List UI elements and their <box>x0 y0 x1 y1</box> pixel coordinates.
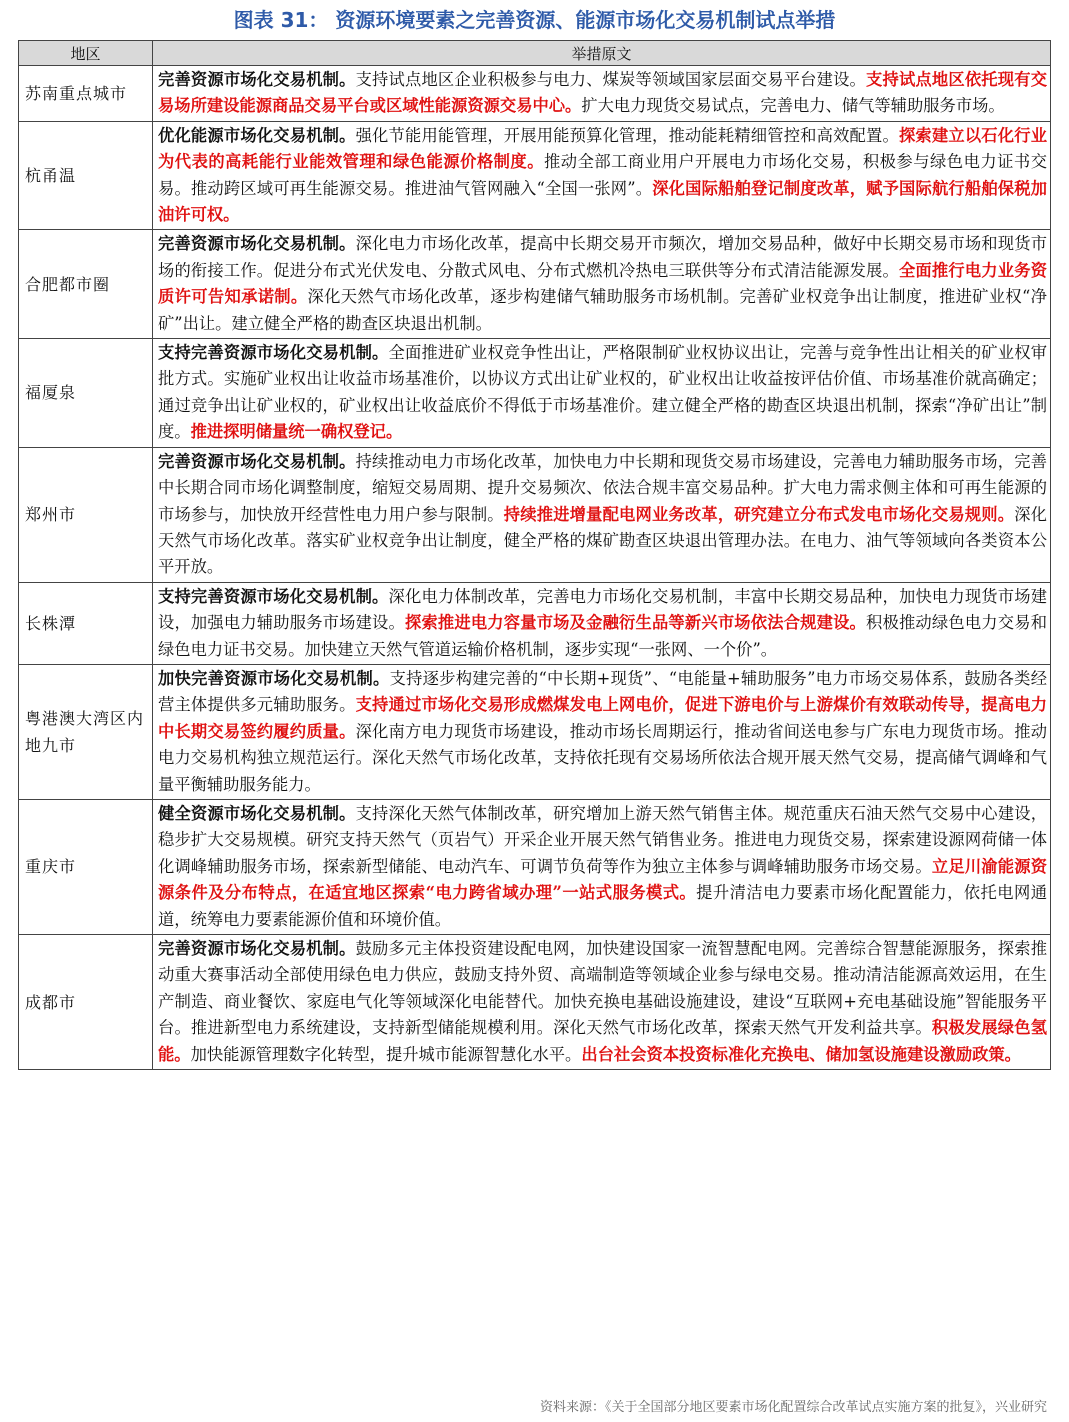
figure-title: 图表 31： 资源环境要素之完善资源、能源市场化交易机制试点举措 <box>233 8 836 32</box>
measures-cell <box>153 447 1051 582</box>
region-cell: 郑州市 <box>19 447 153 582</box>
measure-text: 提升清洁电力要素市场化配置能力，依托电网通道，统筹电力要素能源价值和环境价值。 <box>158 883 1047 929</box>
highlighted-measure-text: 推进探明储量统一确权登记。 <box>190 422 403 442</box>
measures-cell <box>153 230 1051 339</box>
measure-text: 深化天然气市场化改革。落实矿业权竞争出让制度，健全严格的煤矿勘查区块退出管理办法。在电力、油气等领域向各类资本公平开放。 <box>158 504 1047 577</box>
source-note: 资料来源：《关于全国部分地区要素市场化配置综合改革试点实施方案的批复》，兴业研究 <box>539 1400 1047 1415</box>
highlighted-measure-text: 探索推进电力容量市场及金融衍生品等新兴市场依法合规建设。 <box>404 613 867 633</box>
table-row <box>19 121 1051 230</box>
region-cell: 苏南重点城市 <box>19 66 153 122</box>
measure-text: 支持试点地区企业积极参与电力、煤炭等领域国家层面交易平台建设。 <box>355 70 867 89</box>
table-row <box>19 230 1051 339</box>
highlighted-measure-text: 探索建立以石化行业为代表的高耗能行业能效管理和绿色能源价格制度。 <box>158 125 1047 172</box>
measure-text: 鼓励多元主体投资建设配电网，加快建设国家一流智慧配电网。完善综合智慧能源服务，探索推动重大赛事活动全部使用绿色电力供应，鼓励支持外贸、高端制造等领域企业参与绿电交易。推动清洁能源高效运用，在生产制造、商业餐饮、家庭电气化等领域深化电能替代。加快充换电基础设施建设，建设“互联网+充电基础设施”智能服务平台。推进新型电力系统建设，支持新型储能规模利用。深化天然气市场化改革，探索天然气开发利益共享。 <box>158 939 1047 1038</box>
highlighted-measure-text: 立足川渝能源资源条件及分布特点，在适宜地区探索“电力跨省域办理”一站式服务模式。 <box>158 856 1047 903</box>
measures-cell <box>153 121 1051 230</box>
measures-table <box>18 40 1051 1070</box>
highlighted-measure-text: 出台社会资本投资标准化充换电、储加氢设施建设激励政策。 <box>581 1044 1021 1064</box>
region-cell: 长株潭 <box>19 582 153 664</box>
measure-text: 全面推进矿业权竞争性出让，严格限制矿业权协议出让，完善与竞争性出让相关的矿业权审批方式。实施矿业权出让收益市场基准价，以协议方式出让矿业权的，矿业权出让收益按评估价值、市场基准价就高确定；通过竞争出让矿业权的，矿业权出让收益底价不得低于市场基准价。建立健全严格的勘查区块退出机制，探索“净矿出让”制度。 <box>158 343 1047 442</box>
table-row <box>19 582 1051 664</box>
header-region: 地区 <box>19 41 153 66</box>
table-row <box>19 935 1051 1070</box>
highlighted-measure-text: 深化国际船舶登记制度改革，赋予国际航行船舶保税加油许可权。 <box>158 178 1047 225</box>
measure-heading: 支持完善资源市场化交易机制。 <box>158 343 389 363</box>
measure-heading: 完善资源市场化交易机制。 <box>158 234 356 254</box>
highlighted-measure-text: 支持试点地区依托现有交易场所建设能源商品交易平台或区域性能源资源交易中心。 <box>158 70 1047 116</box>
measure-text: 加快能源管理数字化转型，提升城市能源智慧化水平。 <box>190 1044 582 1064</box>
measures-cell <box>153 799 1051 934</box>
measure-heading: 完善资源市场化交易机制。 <box>158 451 356 471</box>
highlighted-measure-text: 积极发展绿色氢能。 <box>158 1018 1047 1064</box>
measure-text: 深化南方电力现货市场建设，推动市场长周期运行，推动省间送电参与广东电力现货市场。推动电力交易机构独立规范运行。深化天然气市场化改革，支持依托现有交易场所依法合规开展天然气交易，提高储气调峰和气量平衡辅助服务能力。 <box>158 721 1047 794</box>
region-cell: 粤港澳大湾区内地九市 <box>19 664 153 799</box>
measure-heading: 完善资源市场化交易机制。 <box>158 939 356 958</box>
measure-text: 推动全部工商业用户开展电力市场化交易，积极参与绿色电力证书交易。推动跨区域可再生能源交易。推进油气管网融入“全国一张网”。 <box>158 152 1047 198</box>
table-body <box>19 66 1051 1070</box>
region-cell: 杭甬温 <box>19 121 153 230</box>
measures-cell <box>153 935 1051 1070</box>
region-cell: 成都市 <box>19 935 153 1070</box>
measures-cell <box>153 339 1051 448</box>
table-row <box>19 799 1051 934</box>
measure-text: 深化电力体制改革，完善电力市场化交易机制，丰富中长期交易品种，加快电力现货市场建设，加强电力辅助服务市场建设。 <box>158 586 1047 633</box>
measure-text: 积极推动绿色电力交易和绿色电力证书交易。加快建立天然气管道运输价格机制，逐步实现“一张网、一个价”。 <box>158 613 1047 659</box>
header-measures: 举措原文 <box>153 41 1051 66</box>
measures-cell <box>153 582 1051 664</box>
measure-text: 深化电力市场化改革，提高中长期交易开市频次，增加交易品种，做好中长期交易市场和现货市场的衔接工作。促进分布式光伏发电、分散式风电、分布式燃机冷热电三联供等分布式清洁能源发展。 <box>158 234 1047 280</box>
measure-heading: 加快完善资源市场化交易机制。 <box>158 668 390 688</box>
table-row <box>19 66 1051 122</box>
measure-text: 支持深化天然气体制改革，研究增加上游天然气销售主体。规范重庆石油天然气交易中心建设，稳步扩大交易规模。研究支持天然气（页岩气）开采企业开展天然气销售业务。推进电力现货交易，探索建设源网荷储一体化调峰辅助服务市场，探索新型储能、电动汽车、可调节负荷等作为独立主体参与调峰辅助服务市场交易。 <box>158 803 1047 876</box>
table-row <box>19 447 1051 582</box>
measures-cell <box>153 664 1051 799</box>
table-header-row <box>19 41 1051 66</box>
measure-text: 持续推动电力市场化改革，加快电力中长期和现货交易市场建设，完善电力辅助服务市场，完善中长期合同市场化调整制度，缩短交易周期、提升交易频次、依法合规丰富交易品种。扩大电力需求侧主体和可再生能源的市场参与，加快放开经营性电力用户参与限制。 <box>158 451 1047 524</box>
measures-cell <box>153 66 1051 122</box>
highlighted-measure-text: 持续推进增量配电网业务改革，研究建立分布式发电市场化交易规则。 <box>503 504 1015 524</box>
highlighted-measure-text: 全面推行电力业务资质许可告知承诺制。 <box>158 260 1047 307</box>
region-cell: 重庆市 <box>19 799 153 934</box>
measure-heading: 支持完善资源市场化交易机制。 <box>158 586 389 606</box>
region-cell: 福厦泉 <box>19 339 153 448</box>
highlighted-measure-text: 支持通过市场化交易形成燃煤发电上网电价，促进下游电价与上游煤价有效联动传导，提高电力中长期交易签约履约质量。 <box>158 695 1047 741</box>
table-row <box>19 339 1051 448</box>
table-row <box>19 664 1051 799</box>
measure-text: 支持逐步构建完善的“中长期+现货”、“电能量+辅助服务”电力市场交易体系，鼓励各类经营主体提供多元辅助服务。 <box>158 668 1047 715</box>
measure-heading: 完善资源市场化交易机制。 <box>158 70 356 89</box>
measure-text: 深化天然气市场化改革，逐步构建储气辅助服务市场机制。完善矿业权竞争出让制度，推进矿业权“净矿”出让。建立健全严格的勘查区块退出机制。 <box>158 287 1047 333</box>
measure-text: 强化节能用能管理，开展用能预算化管理，推动能耗精细管控和高效配置。 <box>355 125 899 145</box>
region-cell: 合肥都市圈 <box>19 230 153 339</box>
measure-heading: 优化能源市场化交易机制。 <box>158 125 356 145</box>
measure-text: 扩大电力现货交易试点，完善电力、储气等辅助服务市场。 <box>581 96 1005 116</box>
measure-heading: 健全资源市场化交易机制。 <box>158 803 356 823</box>
